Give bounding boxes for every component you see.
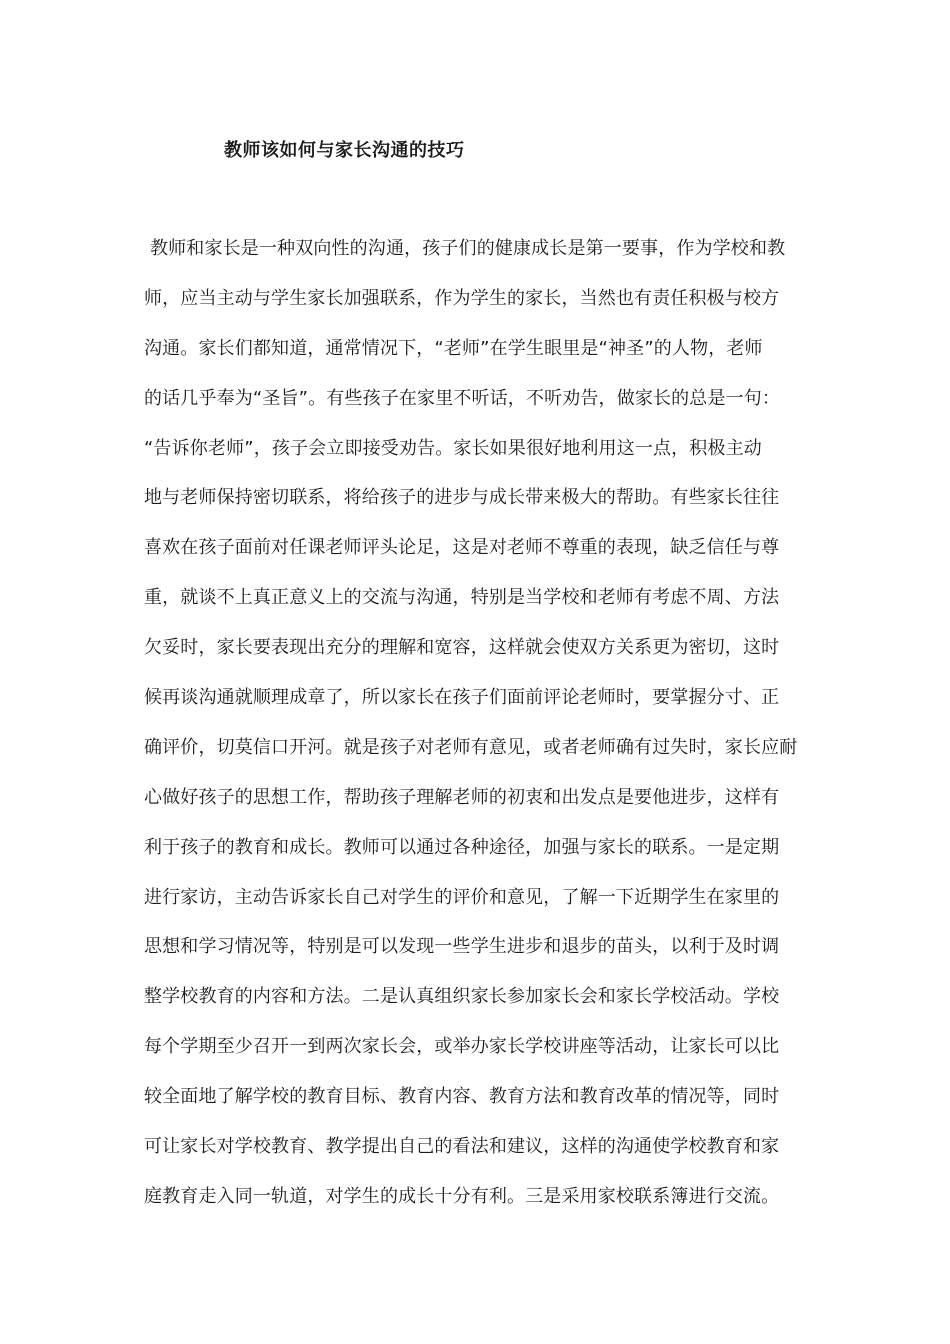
document-title: 教师该如何与家长沟通的技巧	[224, 140, 465, 161]
text-line: 候再谈沟通就顺理成章了，所以家长在孩子们面前评论老师时，要掌握分寸、正	[144, 687, 780, 709]
text-line: 庭教育走入同一轨道，对学生的成长十分有利。三是采用家校联系簿进行交流。	[144, 1185, 780, 1207]
text-line: 思想和学习情况等，特别是可以发现一些学生进步和退步的苗头，以利于及时调	[144, 936, 780, 958]
text-line: 可让家长对学校教育、教学提出自己的看法和建议，这样的沟通使学校教育和家	[144, 1136, 780, 1158]
text-line: 重，就谈不上真正意义上的交流与沟通，特别是当学校和老师有考虑不周、方法	[144, 587, 780, 609]
text-line: “告诉你老师”，孩子会立即接受劝告。家长如果很好地利用这一点，积极主动	[144, 437, 762, 459]
text-line: 地与老师保持密切联系，将给孩子的进步与成长带来极大的帮助。有些家长往往	[144, 487, 780, 509]
text-line: 确评价，切莫信口开河。就是孩子对老师有意见，或者老师确有过失时，家长应耐	[144, 736, 798, 758]
text-line: 的话几乎奉为“圣旨”。有些孩子在家里不听话，不听劝告，做家长的总是一句：	[144, 387, 781, 409]
text-line: 师，应当主动与学生家长加强联系，作为学生的家长，当然也有责任积极与校方	[144, 287, 780, 309]
text-line: 利于孩子的教育和成长。教师可以通过各种途径，加强与家长的联系。一是定期	[144, 836, 780, 858]
text-line: 喜欢在孩子面前对任课老师评头论足，这是对老师不尊重的表现，缺乏信任与尊	[144, 537, 780, 559]
text-line: 沟通。家长们都知道，通常情况下，“老师”在学生眼里是“神圣”的人物，老师	[144, 337, 763, 359]
text-line: 心做好孩子的思想工作，帮助孩子理解老师的初衷和出发点是要他进步，这样有	[144, 786, 780, 808]
text-line: 整学校教育的内容和方法。二是认真组织家长参加家长会和家长学校活动。学校	[144, 986, 780, 1008]
text-line: 每个学期至少召开一到两次家长会，或举办家长学校讲座等活动，让家长可以比	[144, 1036, 780, 1058]
text-line: 欠妥时，家长要表现出充分的理解和宽容，这样就会使双方关系更为密切，这时	[144, 637, 780, 659]
body-paragraph	[144, 230, 816, 1228]
text-line: 较全面地了解学校的教育目标、教育内容、教育方法和教育改革的情况等，同时	[144, 1086, 780, 1108]
text-line: 教师和家长是一种双向性的沟通，孩子们的健康成长是第一要事，作为学校和教	[150, 238, 786, 259]
text-line: 进行家访，主动告诉家长自己对学生的评价和意见，了解一下近期学生在家里的	[144, 886, 780, 908]
